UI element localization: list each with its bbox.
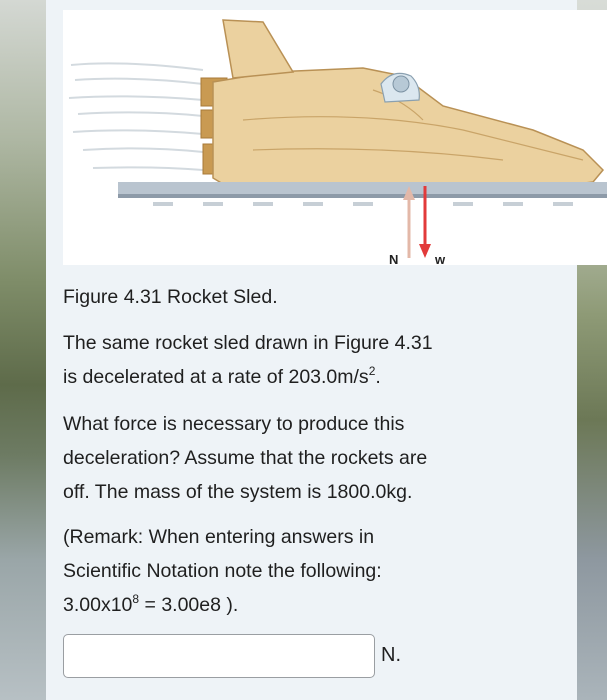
problem-text-line: What force is necessary to produce this	[63, 413, 405, 435]
remark-text-fragment: = 3.00e8 ).	[139, 594, 239, 616]
rocket-sled-figure	[63, 10, 607, 265]
background-left	[0, 0, 46, 700]
tail-fin	[223, 20, 293, 78]
rocket-sled-illustration	[63, 10, 607, 265]
remark-text-fragment: 3.00x10	[63, 594, 133, 616]
exponent: 2	[368, 363, 376, 378]
remark-text-line: (Remark: When entering answers in	[63, 526, 375, 548]
problem-text-line: off. The mass of the system is 1800.0kg.	[63, 481, 413, 503]
rail	[118, 182, 607, 194]
remark-paragraph	[63, 520, 563, 622]
problem-text-fragment: is decelerated at a rate of 203.0m/s	[63, 366, 369, 388]
pilot-helmet	[393, 76, 409, 92]
rail-shadow	[118, 194, 607, 198]
question-card	[46, 0, 577, 700]
problem-text-fragment: .	[375, 366, 381, 388]
figure-caption: Figure 4.31 Rocket Sled.	[63, 286, 278, 308]
problem-text-line: deceleration? Assume that the rockets are	[63, 447, 428, 469]
answer-input[interactable]	[63, 634, 375, 678]
answer-unit: N.	[381, 644, 401, 666]
problem-text-line	[63, 360, 563, 394]
remark-text-line: Scientific Notation note the following:	[63, 560, 382, 582]
label-n: N	[389, 252, 399, 265]
normal-force-arrow	[403, 186, 415, 258]
problem-paragraph-1	[63, 326, 563, 394]
problem-paragraph-2	[63, 407, 563, 509]
remark-text-line	[63, 588, 563, 622]
label-w: w	[435, 252, 446, 265]
exhaust-streaks	[69, 63, 203, 170]
rail-ties	[153, 202, 573, 206]
problem-text-line: The same rocket sled drawn in Figure 4.31	[63, 332, 433, 354]
exponent: 8	[132, 591, 140, 606]
